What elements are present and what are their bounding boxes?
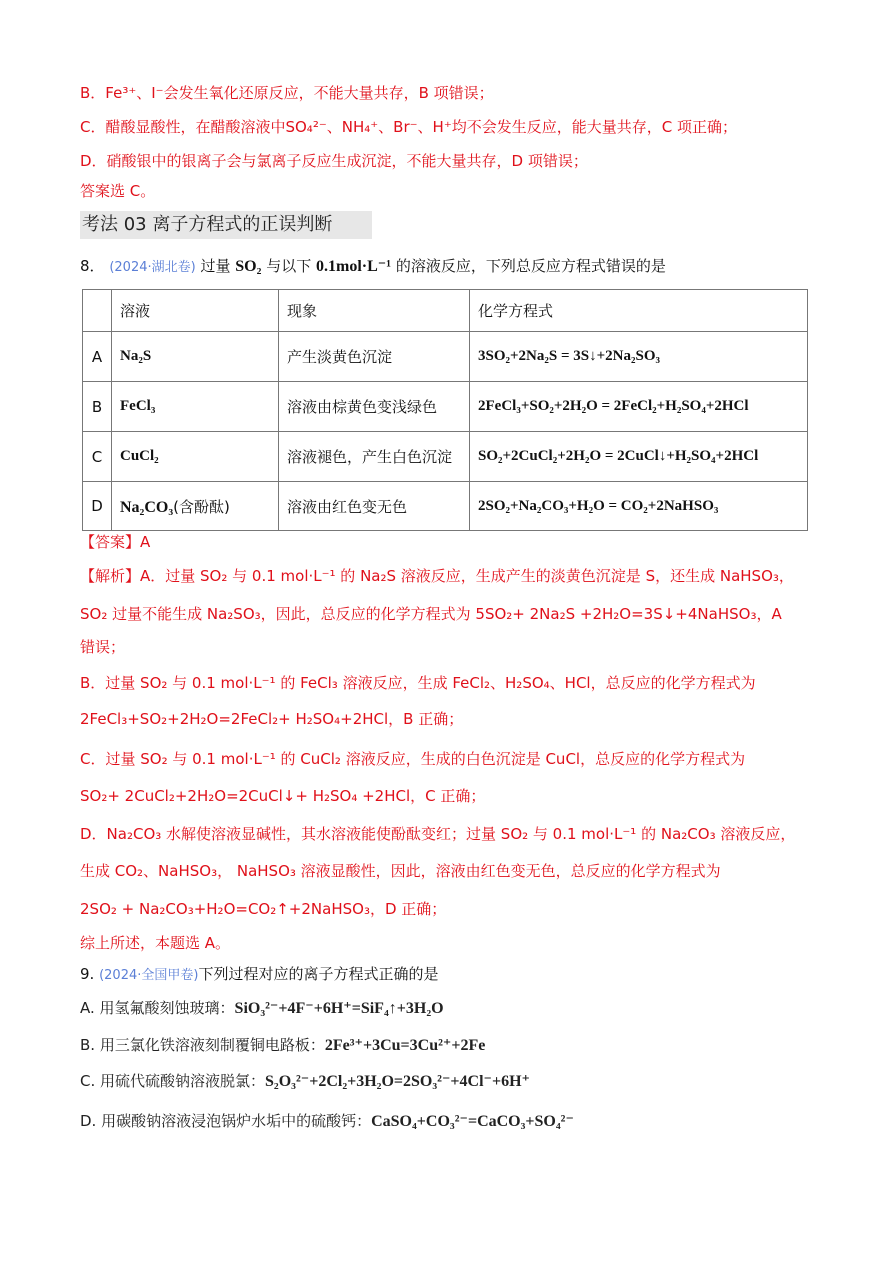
solution-cell: CuCl₂ xyxy=(112,432,279,482)
option-d-explanation: D．硝酸银中的银离子会与氯离子反应生成沉淀，不能大量共存，D 项错误； xyxy=(80,152,588,170)
option-label: D. 用碳酸钠溶液浸泡锅炉水垢中的硫酸钙： xyxy=(80,1112,372,1130)
phenomenon-cell: 溶液由棕黄色变浅绿色 xyxy=(279,382,470,432)
equation-cell: 3SO₂+2Na₂S = 3S↓+2Na₂SO₃ xyxy=(470,332,808,382)
equation-cell: 2SO₂+Na₂CO₃+H₂O = CO₂+2NaHSO₃ xyxy=(470,482,808,531)
option-d xyxy=(80,1110,574,1133)
option-label: A. 用氢氟酸刻蚀玻璃： xyxy=(80,999,235,1017)
option-equation: CaSO₄+CO₃²⁻=CaCO₃+SO₄²⁻ xyxy=(371,1113,574,1130)
stem-text: 过量 xyxy=(200,257,231,275)
section-title: 考法 03 离子方程式的正误判断 xyxy=(80,211,372,239)
option-b-explanation: B．Fe³⁺、I⁻会发生氧化还原反应，不能大量共存，B 项错误； xyxy=(80,84,494,102)
formula: SO₂ xyxy=(235,258,262,275)
answer-choice: 答案选 C。 xyxy=(80,182,156,200)
analysis-line: B．过量 SO₂ 与 0.1 mol·L⁻¹ 的 FeCl₃ 溶液反应，生成 FeCl₂、H₂SO₄、HCl，总反应的化学方程式为 xyxy=(80,674,756,692)
table-row xyxy=(83,382,808,432)
table-row xyxy=(83,332,808,382)
stem-text: 的溶液反应，下列总反应方程式错误的是 xyxy=(395,257,666,275)
row-letter: C xyxy=(83,432,112,482)
equation-cell: 2FeCl₃+SO₂+2H₂O = 2FeCl₂+H₂SO₄+2HCl xyxy=(470,382,808,432)
analysis-line: C．过量 SO₂ 与 0.1 mol·L⁻¹ 的 CuCl₂ 溶液反应，生成的白色沉淀是 CuCl，总反应的化学方程式为 xyxy=(80,750,746,768)
option-b xyxy=(80,1034,485,1057)
solution-note: (含酚酞) xyxy=(173,497,230,516)
solution-cell: FeCl₃ xyxy=(112,382,279,432)
question-number: 9. xyxy=(80,965,95,983)
concentration: 0.1mol·L⁻¹ xyxy=(316,258,392,275)
option-label: C. 用硫代硫酸钠溶液脱氯： xyxy=(80,1072,266,1090)
option-c xyxy=(80,1070,530,1093)
phenomenon-cell: 溶液褪色，产生白色沉淀 xyxy=(279,432,470,482)
question-9-stem xyxy=(80,963,438,987)
table-header: 溶液 xyxy=(112,290,279,332)
table-row xyxy=(83,482,808,531)
phenomenon-cell: 溶液由红色变无色 xyxy=(279,482,470,531)
phenomenon-cell: 产生淡黄色沉淀 xyxy=(279,332,470,382)
analysis-line: 生成 CO₂、NaHSO₃， NaHSO₃ 溶液显酸性，因此，溶液由红色变无色，总反应的化学方程式为 xyxy=(80,862,721,880)
stem-text: 与以下 xyxy=(266,257,312,275)
stem-text: 下列过程对应的离子方程式正确的是 xyxy=(198,965,439,983)
question-source: (2024·全国甲卷) xyxy=(99,968,199,983)
table-row xyxy=(83,432,808,482)
option-a xyxy=(80,997,444,1020)
analysis-line: SO₂+ 2CuCl₂+2H₂O=2CuCl↓+ H₂SO₄ +2HCl，C 正确； xyxy=(80,787,486,805)
row-letter: B xyxy=(83,382,112,432)
table-header-row xyxy=(83,290,808,332)
solution-cell: Na₂S xyxy=(112,332,279,382)
reaction-table xyxy=(82,289,808,531)
analysis-line: 2FeCl₃+SO₂+2H₂O=2FeCl₂+ H₂SO₄+2HCl，B 正确； xyxy=(80,710,464,728)
option-c-explanation: C．醋酸显酸性，在醋酸溶液中SO₄²⁻、NH₄⁺、Br⁻、H⁺均不会发生反应，能大量共存，C 项正确； xyxy=(80,118,737,136)
solution-formula: Na₂CO₃ xyxy=(120,498,174,516)
option-label: B. 用三氯化铁溶液刻制覆铜电路板： xyxy=(80,1036,325,1054)
row-letter: D xyxy=(83,482,112,531)
option-equation: S₂O₃²⁻+2Cl₂+3H₂O=2SO₃²⁻+4Cl⁻+6H⁺ xyxy=(265,1073,530,1090)
analysis-line: 综上所述，本题选 A。 xyxy=(80,934,231,952)
question-8-stem xyxy=(80,255,666,279)
question-source: (2024·湖北卷) xyxy=(109,260,196,275)
option-equation: 2Fe³⁺+3Cu=3Cu²⁺+2Fe xyxy=(324,1037,486,1054)
table-header: 化学方程式 xyxy=(470,290,808,332)
table-header: 现象 xyxy=(279,290,470,332)
question-number: 8． xyxy=(80,257,105,275)
analysis-line: 错误； xyxy=(80,638,126,656)
analysis-line: 2SO₂ + Na₂CO₃+H₂O=CO₂↑+2NaHSO₃，D 正确； xyxy=(80,900,447,918)
solution-cell xyxy=(112,482,279,531)
option-equation: SiO₃²⁻+4F⁻+6H⁺=SiF₄↑+3H₂O xyxy=(234,1000,444,1017)
analysis-line: SO₂ 过量不能生成 Na₂SO₃，因此，总反应的化学方程式为 5SO₂+ 2Na₂S +2H₂O=3S↓+4NaHSO₃，A xyxy=(80,605,782,623)
row-letter: A xyxy=(83,332,112,382)
analysis-line: 【解析】A．过量 SO₂ 与 0.1 mol·L⁻¹ 的 Na₂S 溶液反应，生成产生的淡黄色沉淀是 S，还生成 NaHSO₃， xyxy=(80,567,794,585)
table-header xyxy=(83,290,112,332)
analysis-line: D．Na₂CO₃ 水解使溶液显碱性，其水溶液能使酚酞变红；过量 SO₂ 与 0.1 mol·L⁻¹ 的 Na₂CO₃ 溶液反应， xyxy=(80,825,796,843)
answer-label: 【答案】A xyxy=(80,533,151,551)
equation-cell: SO₂+2CuCl₂+2H₂O = 2CuCl↓+H₂SO₄+2HCl xyxy=(470,432,808,482)
